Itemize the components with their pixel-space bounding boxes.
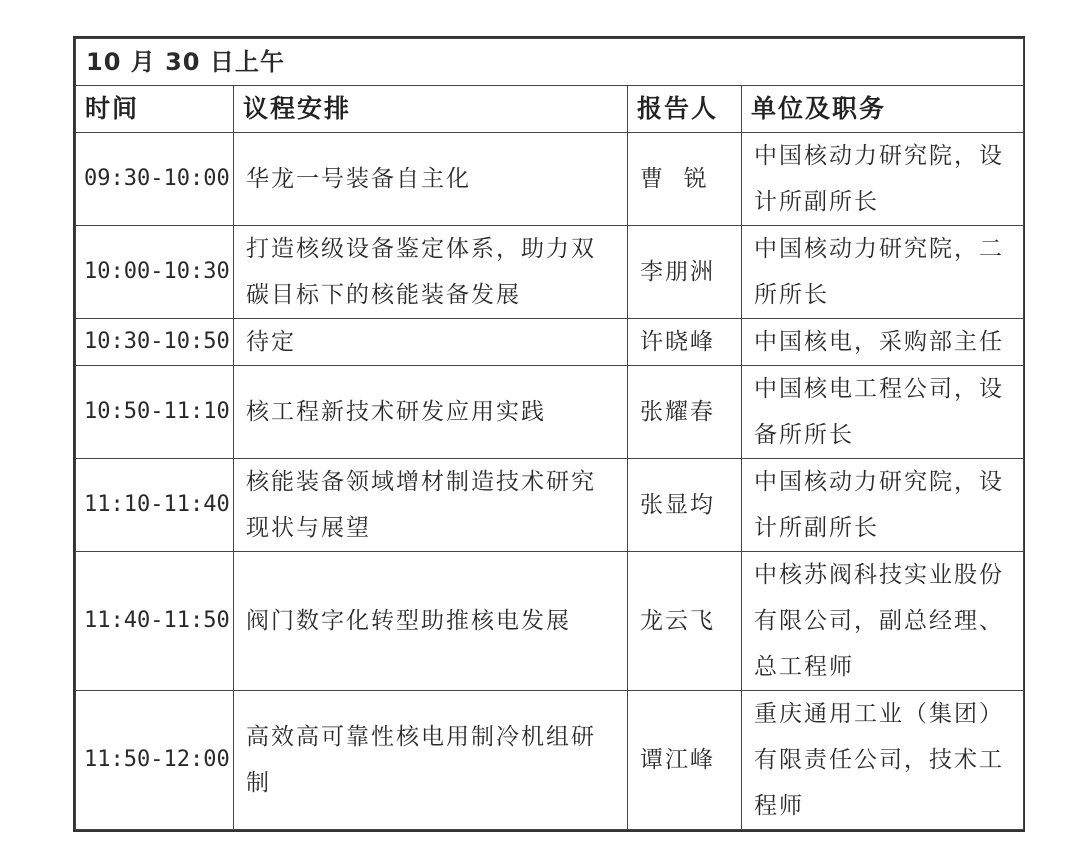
table-row: [76, 552, 1024, 691]
table-row: [76, 133, 1024, 226]
time-cell: 11:40-11:50: [76, 552, 234, 691]
speaker-cell: 曹 锐: [628, 133, 742, 226]
org-cell: 中国核电，采购部主任: [742, 319, 1024, 366]
topic-cell: 待定: [234, 319, 628, 366]
topic-cell: 高效高可靠性核电用制冷机组研制: [234, 691, 628, 830]
agenda-table-frame: [73, 36, 1025, 832]
time-cell: 11:10-11:40: [76, 459, 234, 552]
speaker-cell: 李朋洲: [628, 226, 742, 319]
table-row: [76, 226, 1024, 319]
speaker-cell: 张显均: [628, 459, 742, 552]
session-title-row: [76, 39, 1024, 86]
table-row: [76, 691, 1024, 830]
agenda-table: [75, 38, 1024, 830]
org-cell: 中国核动力研究院，设计所副所长: [742, 133, 1024, 226]
org-cell: 中国核动力研究院，二所所长: [742, 226, 1024, 319]
speaker-cell: 许晓峰: [628, 319, 742, 366]
topic-cell: 核工程新技术研发应用实践: [234, 366, 628, 459]
time-cell: 10:30-10:50: [76, 319, 234, 366]
header-org: 单位及职务: [742, 86, 1024, 133]
speaker-cell: 张耀春: [628, 366, 742, 459]
speaker-cell: 龙云飞: [628, 552, 742, 691]
header-time: 时间: [76, 86, 234, 133]
header-row: [76, 86, 1024, 133]
table-row: [76, 319, 1024, 366]
topic-cell: 核能装备领域增材制造技术研究现状与展望: [234, 459, 628, 552]
topic-cell: 阀门数字化转型助推核电发展: [234, 552, 628, 691]
org-cell: 中国核电工程公司，设备所所长: [742, 366, 1024, 459]
speaker-cell: 谭江峰: [628, 691, 742, 830]
org-cell: 中国核动力研究院，设计所副所长: [742, 459, 1024, 552]
time-cell: 11:50-12:00: [76, 691, 234, 830]
header-speaker: 报告人: [628, 86, 742, 133]
topic-cell: 打造核级设备鉴定体系，助力双碳目标下的核能装备发展: [234, 226, 628, 319]
time-cell: 09:30-10:00: [76, 133, 234, 226]
header-agenda: 议程安排: [234, 86, 628, 133]
topic-cell: 华龙一号装备自主化: [234, 133, 628, 226]
org-cell: 重庆通用工业（集团）有限责任公司，技术工程师: [742, 691, 1024, 830]
table-row: [76, 366, 1024, 459]
time-cell: 10:00-10:30: [76, 226, 234, 319]
session-title: 10 月 30 日上午: [76, 39, 1024, 86]
table-row: [76, 459, 1024, 552]
org-cell: 中核苏阀科技实业股份有限公司，副总经理、总工程师: [742, 552, 1024, 691]
time-cell: 10:50-11:10: [76, 366, 234, 459]
